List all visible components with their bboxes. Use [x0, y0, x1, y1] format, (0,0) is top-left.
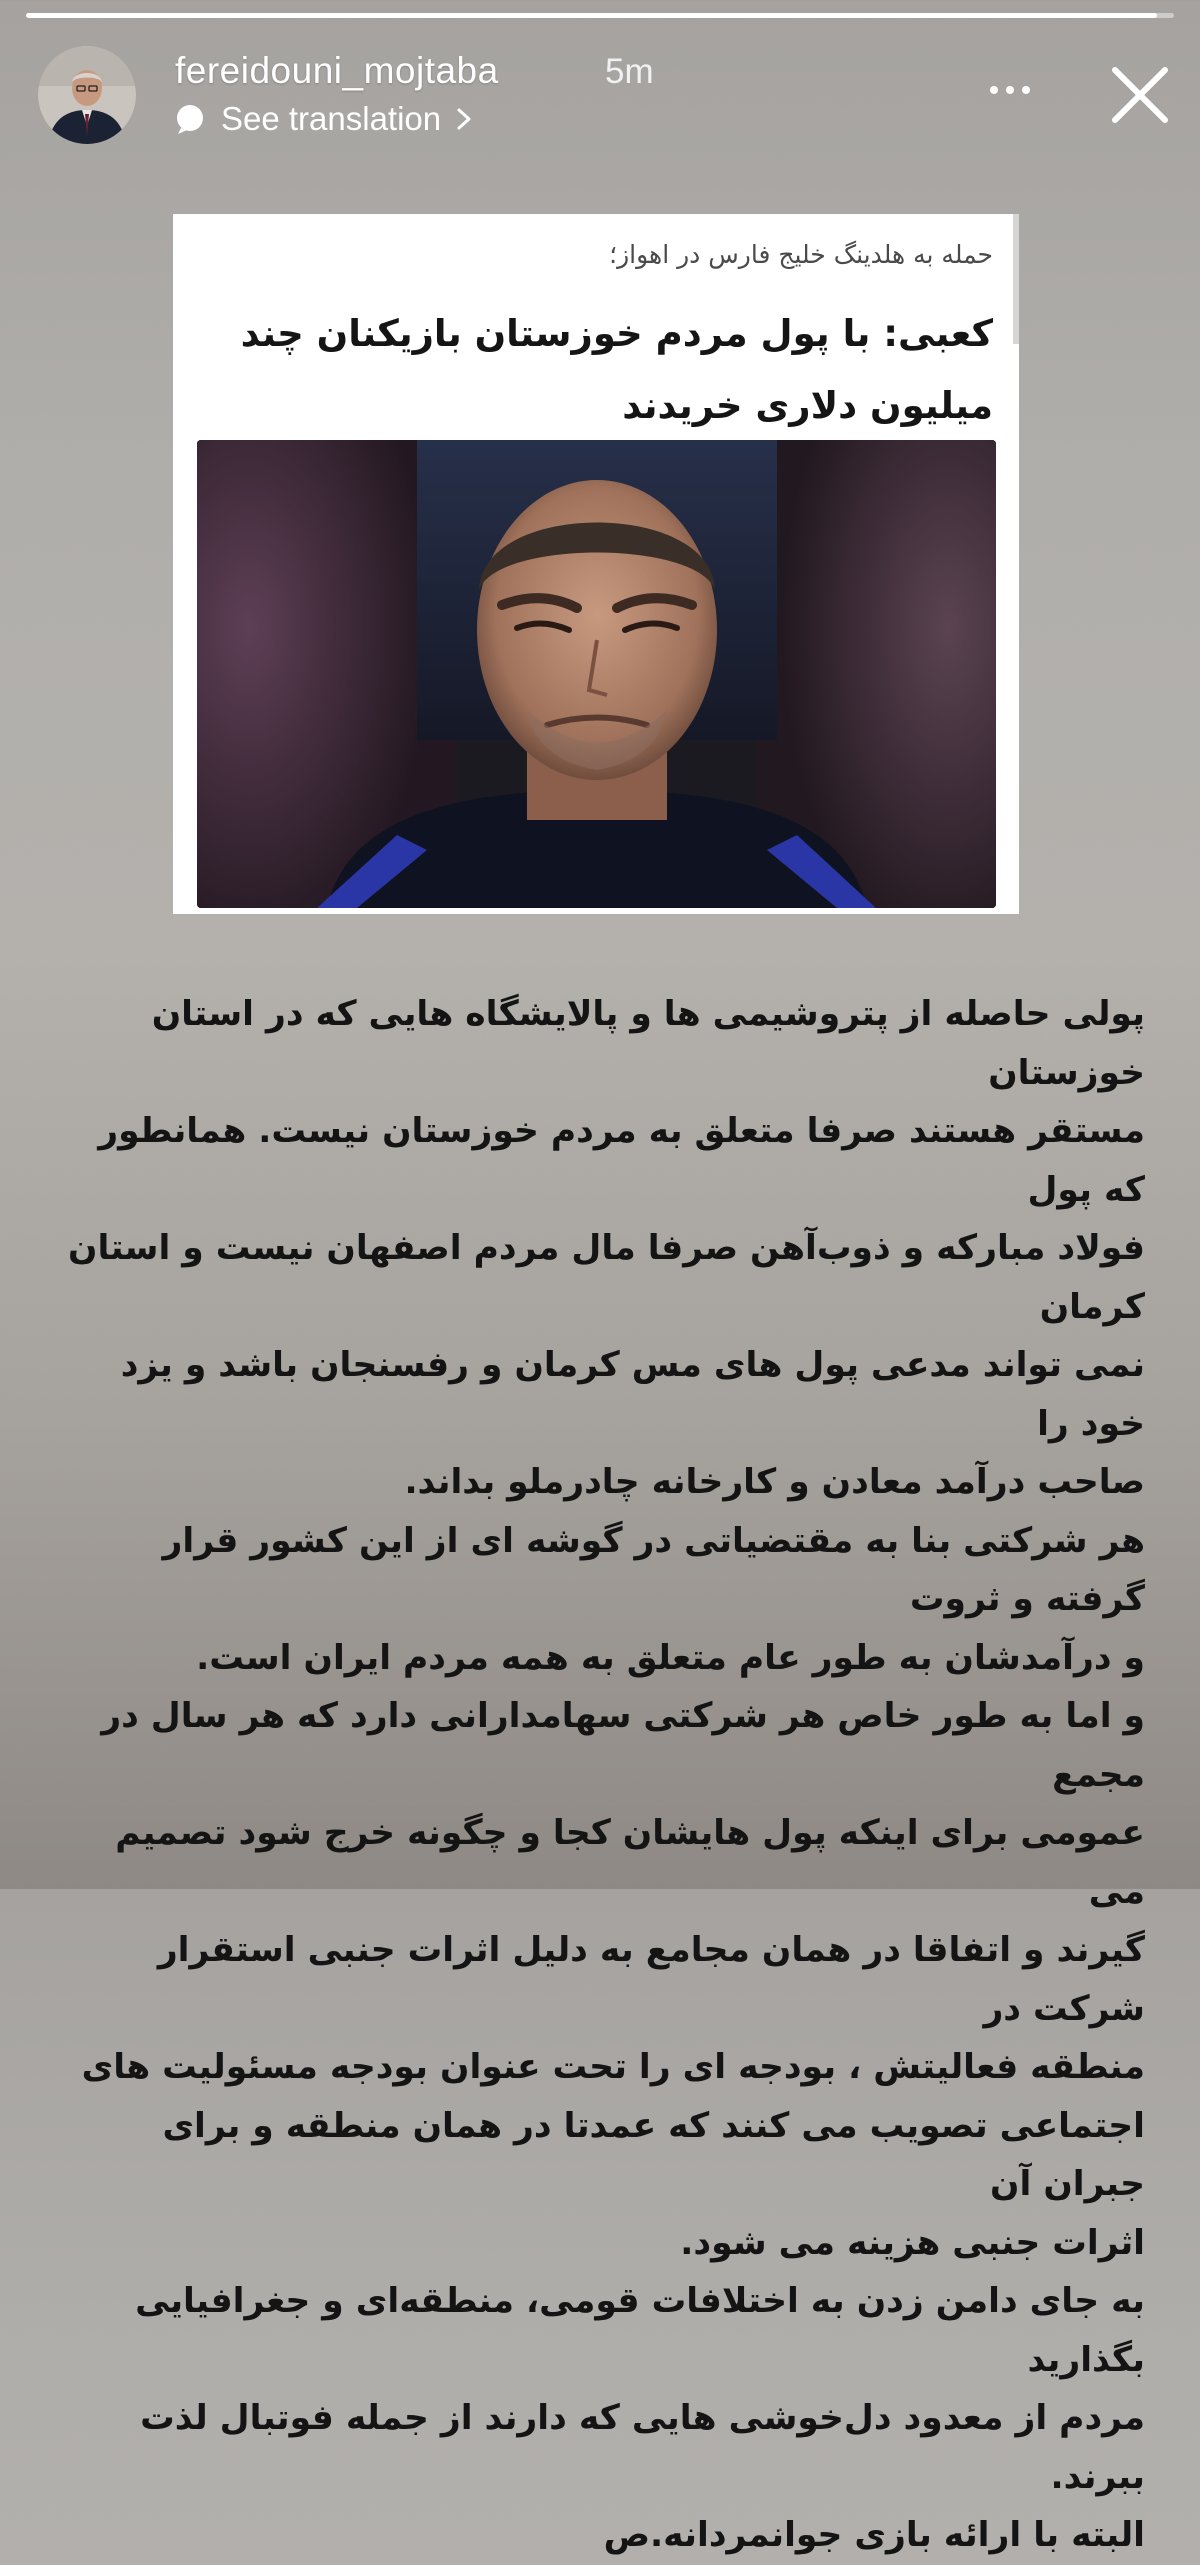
caption-paragraph: به جای دامن زدن به اختلافات قومی، منطقه‌ای و جغرافیایی بگذارید مردم از معدود دل‌خوشی هایی که دارند از جمله فوتبال لذت ببرند. البته با ارائه بازی جوانمردانه.ص	[135, 2281, 1145, 2555]
caption-paragraph: پولی حاصله از پتروشیمی ها و پالایشگاه هایی که در استان خوزستان مستقر هستند صرفا متعلق به مردم خوزستان نیست. همانطور که پول فولاد مبارکه و ذوب‌آهن صرفا مال مردم اصفهان نیست و استان کرمان نمی تواند مدعی پول های مس کرمان و رفسنجان باشد و یزد خود را صاحب درآمد معادن و کارخانه چادرملو بداند.	[68, 994, 1145, 1502]
story-caption-text	[55, 985, 1145, 2565]
article-scroll-indicator	[1013, 214, 1019, 344]
article-subtitle: حمله به هلدینگ خلیج فارس در اهواز؛	[609, 240, 993, 269]
chevron-right-icon	[455, 107, 473, 131]
article-photo	[197, 440, 996, 908]
see-translation-button[interactable]	[173, 100, 473, 138]
more-horizontal-icon	[990, 86, 998, 94]
avatar[interactable]	[38, 46, 136, 144]
more-options-button[interactable]	[980, 70, 1040, 110]
post-time: 5m	[605, 52, 654, 91]
close-button[interactable]	[1105, 60, 1175, 130]
see-translation-label: See translation	[221, 100, 442, 137]
caption-paragraph: و اما به طور خاص هر شرکتی سهامدارانی دارد که هر سال در مجمع عمومی برای اینکه پول هایشان کجا و چگونه خرج شود تصمیم می گیرند و اتفاقا در همان مجامع به دلیل اثرات جنبی استقرار شرکت در منطقه فعالیتش ، بودجه ای را تحت عنوان بودجه مسئولیت های اجتماعی تصویب می کنند که عمدتا در همان منطقه و برای جبران آن اثرات جنبی هزینه می شود.	[81, 1696, 1145, 2263]
article-screenshot-card	[173, 214, 1019, 914]
article-headline: کعبی: با پول مردم خوزستان بازیکنان چند میلیون دلاری خریدند	[240, 312, 993, 427]
story-progress-bar	[26, 13, 1174, 18]
close-icon	[1105, 60, 1175, 130]
caption-paragraph: هر شرکتی بنا به مقتضیاتی در گوشه ای از این کشور قرار گرفته و ثروت و درآمدشان به طور عام متعلق به همه مردم ایران است.	[162, 1520, 1145, 1678]
speech-bubble-icon	[173, 102, 207, 136]
username[interactable]: fereidouni_mojtaba	[175, 50, 499, 91]
story-progress-fill	[26, 13, 1157, 18]
story-header	[0, 40, 1200, 150]
